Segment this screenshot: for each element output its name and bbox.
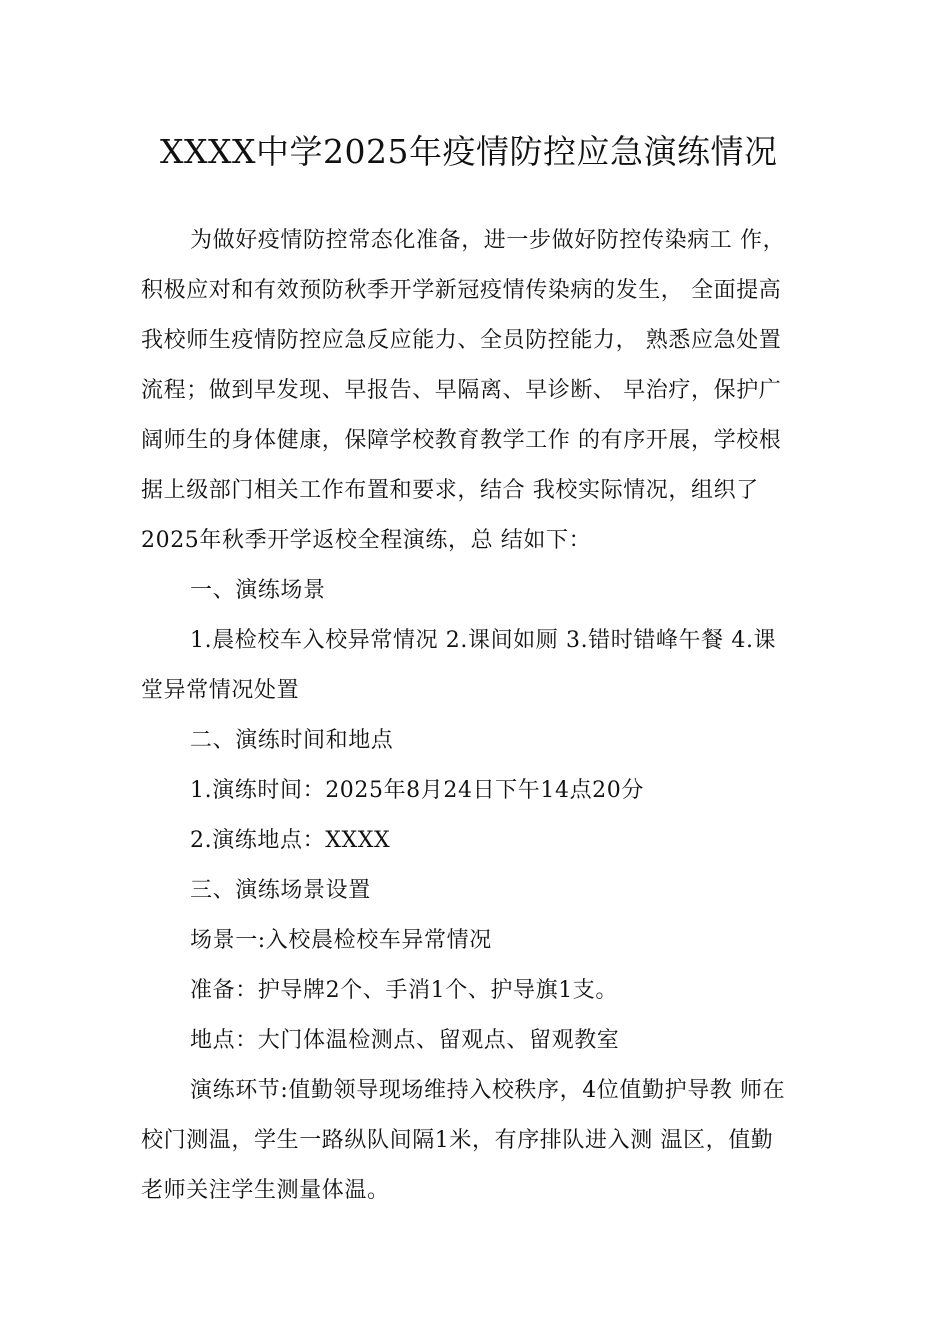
intro-line: 据上级部门相关工作布置和要求，结合 我校实际情况，组织了 <box>141 478 759 503</box>
preparation-line: 准备：护导牌2个、手消1个、护导旗1支。 <box>190 978 618 1003</box>
section-heading: 三、演练场景设置 <box>190 878 371 903</box>
intro-line: 我校师生疫情防控应急反应能力、全员防控能力， 熟悉应急处置 <box>141 328 782 353</box>
scenes-line: 1.晨检校车入校异常情况 2.课间如厕 3.错时错峰午餐 4.课 <box>190 628 777 653</box>
drill-time: 1.演练时间：2025年8月24日下午14点20分 <box>190 778 644 803</box>
procedure-line: 演练环节:值勤领导现场维持入校秩序，4位值勤护导教 师在 <box>190 1078 786 1103</box>
scene-title: 场景一:入校晨检校车异常情况 <box>190 928 492 953</box>
scenes-line: 堂异常情况处置 <box>141 678 300 703</box>
procedure-line: 校门测温，学生一路纵队间隔1米，有序排队进入测 温区，值勤 <box>141 1128 774 1153</box>
intro-line: 为做好疫情防控常态化准备，进一步做好防控传染病工 作， <box>190 228 786 253</box>
document-body <box>141 216 821 1216</box>
drill-place: 2.演练地点：XXXX <box>190 828 391 853</box>
intro-line: 流程；做到早发现、早报告、早隔离、早诊断、 早治疗，保护广 <box>141 378 782 403</box>
section-heading: 二、演练时间和地点 <box>190 728 394 753</box>
intro-line: 积极应对和有效预防秋季开学新冠疫情传染病的发生， 全面提高 <box>141 278 782 303</box>
document-title: XXXX中学2025年疫情防控应急演练情况 <box>160 132 778 171</box>
intro-line: 阔师生的身体健康，保障学校教育教学工作 的有序开展，学校根 <box>141 428 782 453</box>
location-line: 地点：大门体温检测点、留观点、留观教室 <box>190 1028 620 1053</box>
section-heading: 一、演练场景 <box>190 578 326 603</box>
procedure-line: 老师关注学生测量体温。 <box>141 1178 390 1203</box>
intro-line: 2025年秋季开学返校全程演练，总 结如下： <box>141 528 592 553</box>
